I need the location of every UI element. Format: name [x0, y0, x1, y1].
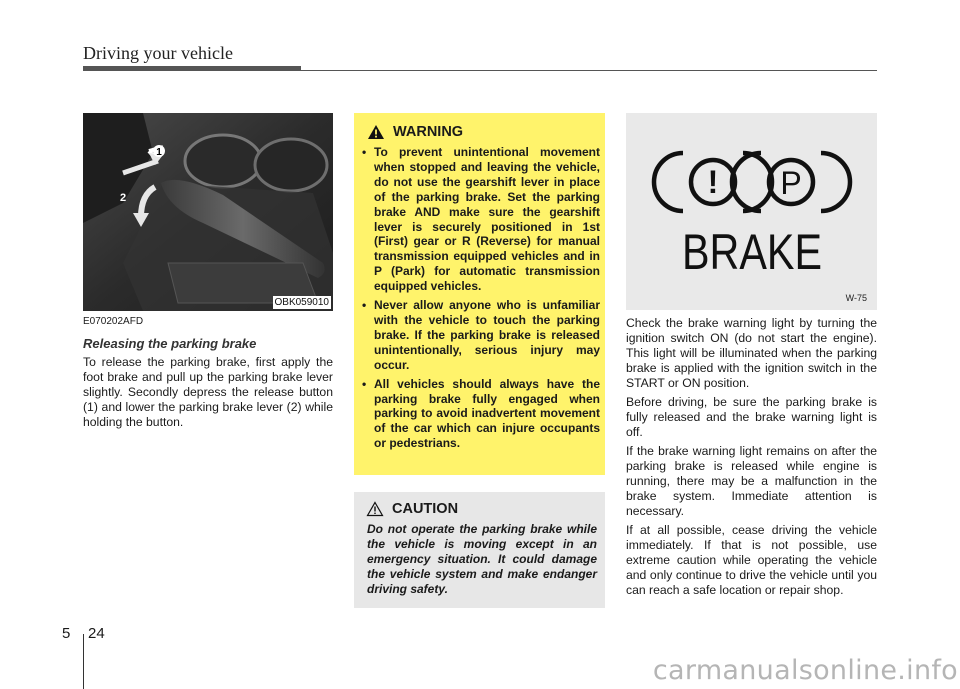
brake-label: BRAKE — [682, 224, 822, 280]
parking-brake-illustration — [83, 113, 333, 311]
callout-2: 2 — [119, 192, 127, 204]
header-rule-thin — [301, 70, 877, 71]
parking-brake-photo — [83, 113, 333, 311]
warning-item: • To prevent unintentional movement when stopped and leaving the vehicle, do not use the gearshift lever in place of the parking brake. Set the parking brake AND make sure the gearshift lever is securely positioned in 1st (First) gear or R (Reverse) for manual transmission equipped vehicles and in P (Park) for automatic transmission equipped vehicles. — [362, 145, 600, 294]
warning-item: • Never allow anyone who is unfamiliar with the vehicle to touch the parking brake. If the parking brake is released unintentionally, serious injury may occur. — [362, 298, 600, 372]
caution-triangle-icon — [366, 501, 384, 517]
watermark: carmanualsonline.info — [652, 655, 958, 686]
warning-box — [354, 113, 605, 475]
warning-list — [362, 145, 600, 455]
right-column — [626, 316, 877, 602]
photo-code: OBK059010 — [274, 297, 329, 308]
paragraph: Before driving, be sure the parking brake is fully released and the brake warning light is off. — [626, 395, 877, 439]
caution-title: CAUTION — [392, 501, 459, 517]
caution-box — [354, 492, 605, 608]
paragraph: If at all possible, cease driving the vehicle immediately. If that is not possible, use extreme caution while operating the vehicle and only continue to drive the vehicle until you can reach a safe location or repair shop. — [626, 523, 877, 597]
left-column — [83, 316, 333, 430]
page-number: 24 — [88, 625, 105, 642]
chapter-number: 5 — [62, 625, 71, 642]
paragraph: If the brake warning light remains on after the parking brake is released while engine is running, there may be a malfunction in the brake system. Immediate attention is necessary. — [626, 444, 877, 518]
brake-figure-code: W-75 — [845, 293, 867, 303]
warning-triangle-icon — [367, 124, 385, 140]
section-title: Releasing the parking brake — [83, 336, 257, 351]
release-instructions: To release the parking brake, first apply the foot brake and pull up the parking brake lever slightly. Secondly depress the release button (1) and lower the parking brake lever (2) while holding the button. — [83, 355, 333, 429]
warning-title: WARNING — [393, 124, 464, 140]
caution-header — [366, 501, 458, 517]
parking-p-symbol: P — [780, 165, 802, 201]
header-rule-thick — [83, 66, 301, 71]
brake-warning-light-panel — [626, 113, 877, 310]
warning-header — [367, 124, 463, 140]
paragraph: Check the brake warning light by turning the ignition switch ON (do not start the engine). This light will be illuminated when the parking brake is applied with the ignition switch in the START or ON position. — [626, 316, 877, 390]
page-header-title: Driving your vehicle — [83, 43, 233, 63]
brake-warning-light-icon — [626, 113, 877, 310]
callout-1: 1 — [156, 147, 162, 158]
warning-item: • All vehicles should always have the parking brake fully engaged when parking to avoid inadvertent movement of the car which can injure occupants or pedestrians. — [362, 376, 600, 451]
caution-text: Do not operate the parking brake while the vehicle is moving except in an emergency situation. It could damage the vehicle system and make endanger driving safety. — [367, 522, 597, 596]
exclamation-symbol: ! — [707, 164, 719, 200]
doc-code: E070202AFD — [83, 316, 144, 327]
footer-divider — [83, 634, 84, 689]
